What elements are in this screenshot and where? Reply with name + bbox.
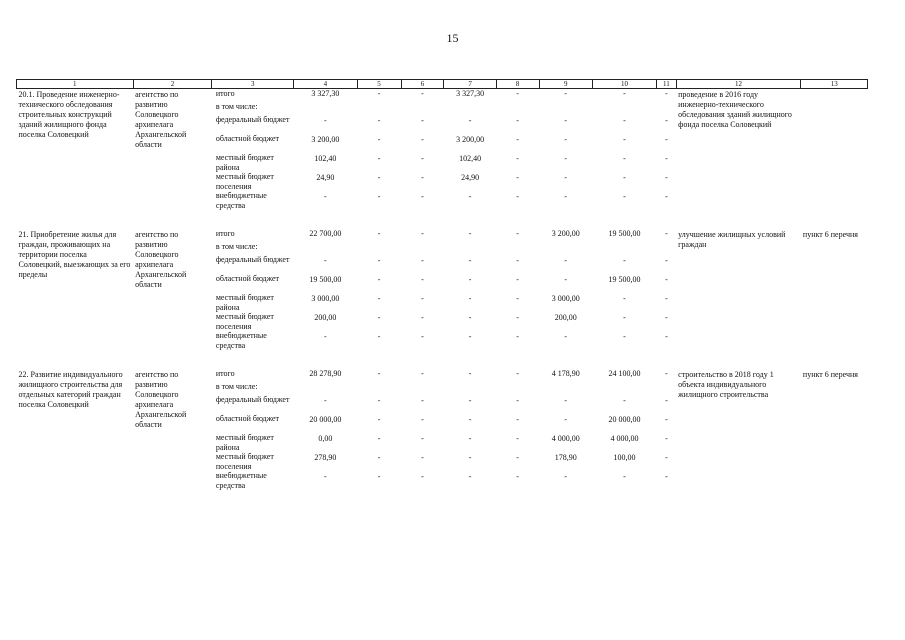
- amount-cell: -: [623, 135, 626, 144]
- activity-description: 21. Приобретение жилья для граждан, проживающих на территории поселка Соловецкий, выезжающих за его пределы: [18, 230, 131, 279]
- amount-cell: -: [516, 89, 519, 98]
- amount-cell: -: [421, 472, 424, 481]
- amount-cell: [357, 102, 401, 115]
- amount-cell: 3 200,00: [311, 135, 340, 144]
- amount-cell: -: [516, 332, 519, 341]
- funding-source-label: местный бюджет поселения: [215, 452, 274, 471]
- amount-cell: -: [377, 453, 381, 462]
- amount-cell: 102,40: [459, 154, 482, 163]
- amount-cell: -: [468, 294, 472, 303]
- amount-cell: 3 327,30: [456, 89, 485, 98]
- funding-source-label: местный бюджет района: [215, 433, 274, 452]
- amount-cell: -: [377, 135, 381, 144]
- column-number-header: 9: [539, 80, 592, 89]
- reference-note: пункт 6 перечня: [802, 370, 858, 379]
- amount-cell: -: [516, 369, 519, 378]
- expected-result: улучшение жилищных условий граждан: [678, 230, 786, 249]
- funding-source-label: областной бюджет: [215, 274, 280, 283]
- amount-cell: 3 200,00: [551, 229, 580, 238]
- amount-cell: -: [516, 256, 519, 265]
- amount-cell: -: [421, 89, 424, 98]
- amount-cell: -: [377, 332, 381, 341]
- amount-cell: -: [665, 369, 668, 378]
- amount-cell: [539, 242, 592, 255]
- amount-cell: -: [665, 434, 668, 443]
- column-number-header: 6: [401, 80, 444, 89]
- amount-cell: -: [665, 313, 668, 322]
- funding-source-label: областной бюджет: [215, 134, 280, 143]
- amount-cell: -: [564, 256, 568, 265]
- amount-cell: 19 500,00: [608, 229, 641, 238]
- amount-cell: [657, 242, 676, 255]
- program-table-container: [16, 79, 868, 490]
- responsible-organization: агентство по развитию Соловецкого архипелага Архангельской области: [135, 370, 187, 429]
- column-number-header-row: [17, 80, 868, 89]
- amount-cell: [401, 382, 444, 395]
- funding-source-label: итого: [215, 229, 235, 238]
- amount-cell: -: [377, 294, 381, 303]
- amount-cell: -: [377, 256, 381, 265]
- amount-cell: -: [421, 275, 424, 284]
- amount-cell: -: [516, 275, 519, 284]
- funding-source-label: внебюджетные средства: [215, 191, 267, 210]
- amount-cell: -: [421, 116, 424, 125]
- column-number-header: 4: [294, 80, 357, 89]
- amount-cell: -: [516, 135, 519, 144]
- amount-cell: -: [421, 154, 424, 163]
- amount-cell: -: [623, 313, 626, 322]
- amount-cell: [357, 382, 401, 395]
- funding-row: [17, 229, 868, 242]
- column-number-header: 5: [357, 80, 401, 89]
- funding-source-label: местный бюджет района: [215, 153, 274, 172]
- amount-cell: [444, 102, 496, 115]
- amount-cell: -: [665, 192, 668, 201]
- amount-cell: 22 700,00: [309, 229, 342, 238]
- amount-cell: -: [564, 173, 568, 182]
- amount-cell: -: [665, 472, 668, 481]
- amount-cell: -: [516, 173, 519, 182]
- amount-cell: -: [665, 173, 668, 182]
- amount-cell: -: [516, 434, 519, 443]
- amount-cell: [294, 242, 357, 255]
- amount-cell: -: [468, 192, 472, 201]
- funding-source-label: в том числе:: [215, 242, 258, 251]
- amount-cell: [539, 382, 592, 395]
- amount-cell: -: [564, 396, 568, 405]
- amount-cell: -: [516, 472, 519, 481]
- amount-cell: -: [516, 415, 519, 424]
- entry-spacer-row: [17, 210, 868, 229]
- amount-cell: 19 500,00: [608, 275, 641, 284]
- amount-cell: -: [377, 116, 381, 125]
- activity-description: 20.1. Проведение инженерно-технического обследования строительных конструкций зданий жилищного фонда поселка Соловецкий: [18, 90, 120, 139]
- column-number-header: 11: [657, 80, 676, 89]
- amount-cell: -: [468, 453, 472, 462]
- amount-cell: -: [421, 256, 424, 265]
- amount-cell: -: [665, 256, 668, 265]
- amount-cell: [444, 382, 496, 395]
- program-table: [16, 79, 868, 490]
- amount-cell: 4 178,90: [551, 369, 580, 378]
- amount-cell: 102,40: [314, 154, 337, 163]
- amount-cell: [592, 382, 656, 395]
- amount-cell: 100,00: [613, 453, 636, 462]
- amount-cell: -: [468, 275, 472, 284]
- amount-cell: -: [421, 294, 424, 303]
- amount-cell: -: [564, 332, 568, 341]
- amount-cell: -: [377, 275, 381, 284]
- amount-cell: -: [516, 313, 519, 322]
- amount-cell: 3 200,00: [456, 135, 485, 144]
- column-number-header: 7: [444, 80, 496, 89]
- amount-cell: 3 327,30: [311, 89, 340, 98]
- amount-cell: -: [665, 116, 668, 125]
- amount-cell: -: [377, 396, 381, 405]
- amount-cell: -: [421, 313, 424, 322]
- amount-cell: -: [468, 229, 472, 238]
- amount-cell: 28 278,90: [309, 369, 342, 378]
- amount-cell: 20 000,00: [608, 415, 641, 424]
- funding-source-label: внебюджетные средства: [215, 331, 267, 350]
- amount-cell: -: [623, 332, 626, 341]
- expected-result: проведение в 2016 году инженерно-технического обследования зданий жилищного фонда поселка Соловецкий: [678, 90, 792, 129]
- amount-cell: -: [665, 294, 668, 303]
- amount-cell: 0,00: [318, 434, 333, 443]
- amount-cell: -: [377, 313, 381, 322]
- amount-cell: -: [421, 192, 424, 201]
- column-number-header: 2: [133, 80, 212, 89]
- funding-source-label: областной бюджет: [215, 414, 280, 423]
- amount-cell: -: [324, 256, 327, 265]
- funding-source-label: федеральный бюджет: [215, 395, 290, 404]
- amount-cell: [294, 102, 357, 115]
- amount-cell: -: [324, 472, 327, 481]
- amount-cell: [444, 242, 496, 255]
- amount-cell: -: [516, 396, 519, 405]
- amount-cell: -: [623, 294, 626, 303]
- amount-cell: -: [468, 434, 472, 443]
- amount-cell: 200,00: [314, 313, 337, 322]
- amount-cell: -: [468, 472, 472, 481]
- amount-cell: -: [665, 89, 668, 98]
- amount-cell: [496, 242, 539, 255]
- column-number-header: 10: [592, 80, 656, 89]
- funding-source-label: итого: [215, 89, 235, 98]
- amount-cell: -: [421, 369, 424, 378]
- amount-cell: -: [623, 116, 626, 125]
- amount-cell: -: [377, 229, 381, 238]
- amount-cell: 3 000,00: [311, 294, 340, 303]
- amount-cell: -: [377, 472, 381, 481]
- amount-cell: -: [516, 192, 519, 201]
- amount-cell: [657, 102, 676, 115]
- amount-cell: -: [516, 453, 519, 462]
- amount-cell: -: [564, 116, 568, 125]
- amount-cell: -: [665, 396, 668, 405]
- amount-cell: -: [564, 415, 568, 424]
- funding-source-label: внебюджетные средства: [215, 471, 267, 490]
- amount-cell: 24 100,00: [608, 369, 641, 378]
- amount-cell: -: [421, 434, 424, 443]
- amount-cell: -: [564, 192, 568, 201]
- responsible-organization: агентство по развитию Соловецкого архипелага Архангельской области: [135, 90, 187, 149]
- funding-source-label: в том числе:: [215, 382, 258, 391]
- amount-cell: -: [421, 135, 424, 144]
- amount-cell: 20 000,00: [309, 415, 342, 424]
- amount-cell: -: [468, 313, 472, 322]
- amount-cell: [592, 242, 656, 255]
- page-number: 15: [446, 31, 459, 45]
- amount-cell: [294, 382, 357, 395]
- amount-cell: 19 500,00: [309, 275, 342, 284]
- amount-cell: -: [564, 275, 568, 284]
- amount-cell: -: [665, 415, 668, 424]
- amount-cell: 24,90: [461, 173, 480, 182]
- amount-cell: -: [623, 89, 626, 98]
- amount-cell: -: [324, 116, 327, 125]
- funding-row: [17, 369, 868, 382]
- amount-cell: -: [421, 453, 424, 462]
- amount-cell: -: [377, 154, 381, 163]
- amount-cell: -: [468, 256, 472, 265]
- amount-cell: -: [421, 396, 424, 405]
- amount-cell: 3 000,00: [551, 294, 580, 303]
- amount-cell: -: [468, 369, 472, 378]
- amount-cell: [401, 102, 444, 115]
- amount-cell: [657, 382, 676, 395]
- amount-cell: -: [564, 154, 568, 163]
- amount-cell: 24,90: [316, 173, 335, 182]
- amount-cell: -: [623, 154, 626, 163]
- amount-cell: -: [516, 229, 519, 238]
- amount-cell: -: [623, 396, 626, 405]
- column-number-header: 1: [17, 80, 134, 89]
- funding-source-label: местный бюджет района: [215, 293, 274, 312]
- amount-cell: -: [377, 89, 381, 98]
- responsible-organization: агентство по развитию Соловецкого архипелага Архангельской области: [135, 230, 187, 289]
- amount-cell: -: [665, 453, 668, 462]
- amount-cell: [496, 102, 539, 115]
- entry-spacer-row: [17, 350, 868, 369]
- amount-cell: -: [564, 135, 568, 144]
- column-number-header: 3: [212, 80, 294, 89]
- column-number-header: 12: [676, 80, 801, 89]
- amount-cell: -: [623, 472, 626, 481]
- amount-cell: -: [468, 116, 472, 125]
- amount-cell: -: [468, 415, 472, 424]
- amount-cell: -: [623, 256, 626, 265]
- amount-cell: -: [377, 173, 381, 182]
- amount-cell: -: [665, 154, 668, 163]
- funding-source-label: федеральный бюджет: [215, 115, 290, 124]
- amount-cell: -: [564, 472, 568, 481]
- amount-cell: [592, 102, 656, 115]
- amount-cell: -: [468, 396, 472, 405]
- amount-cell: -: [564, 89, 568, 98]
- amount-cell: -: [516, 116, 519, 125]
- funding-source-label: местный бюджет поселения: [215, 172, 274, 191]
- activity-description: 22. Развитие индивидуального жилищного строительства для отдельных категорий граждан поселка Соловецкий: [18, 370, 123, 409]
- reference-note: [801, 89, 868, 211]
- amount-cell: [401, 242, 444, 255]
- funding-source-label: местный бюджет поселения: [215, 312, 274, 331]
- amount-cell: 178,90: [554, 453, 577, 462]
- column-number-header: 13: [801, 80, 868, 89]
- amount-cell: -: [377, 192, 381, 201]
- amount-cell: 200,00: [554, 313, 577, 322]
- funding-row: [17, 89, 868, 103]
- amount-cell: -: [665, 229, 668, 238]
- funding-source-label: итого: [215, 369, 235, 378]
- funding-source-label: федеральный бюджет: [215, 255, 290, 264]
- amount-cell: -: [324, 396, 327, 405]
- amount-cell: -: [623, 173, 626, 182]
- amount-cell: 278,90: [314, 453, 337, 462]
- amount-cell: 4 000,00: [551, 434, 580, 443]
- column-number-header: 8: [496, 80, 539, 89]
- amount-cell: -: [421, 173, 424, 182]
- amount-cell: -: [516, 154, 519, 163]
- amount-cell: -: [324, 332, 327, 341]
- amount-cell: 4 000,00: [610, 434, 639, 443]
- amount-cell: -: [665, 332, 668, 341]
- amount-cell: -: [665, 275, 668, 284]
- amount-cell: -: [377, 415, 381, 424]
- amount-cell: -: [623, 192, 626, 201]
- amount-cell: -: [377, 369, 381, 378]
- expected-result: строительство в 2018 году 1 объекта индивидуального жилищного строительства: [678, 370, 774, 399]
- amount-cell: -: [324, 192, 327, 201]
- amount-cell: -: [421, 415, 424, 424]
- amount-cell: [357, 242, 401, 255]
- amount-cell: [496, 382, 539, 395]
- program-table-body: [17, 89, 868, 491]
- amount-cell: -: [377, 434, 381, 443]
- amount-cell: -: [421, 229, 424, 238]
- amount-cell: -: [516, 294, 519, 303]
- amount-cell: -: [665, 135, 668, 144]
- amount-cell: -: [421, 332, 424, 341]
- funding-source-label: в том числе:: [215, 102, 258, 111]
- reference-note: пункт 6 перечня: [802, 230, 858, 239]
- entry-spacer-cell: [17, 210, 868, 229]
- amount-cell: -: [468, 332, 472, 341]
- entry-spacer-cell: [17, 350, 868, 369]
- amount-cell: [539, 102, 592, 115]
